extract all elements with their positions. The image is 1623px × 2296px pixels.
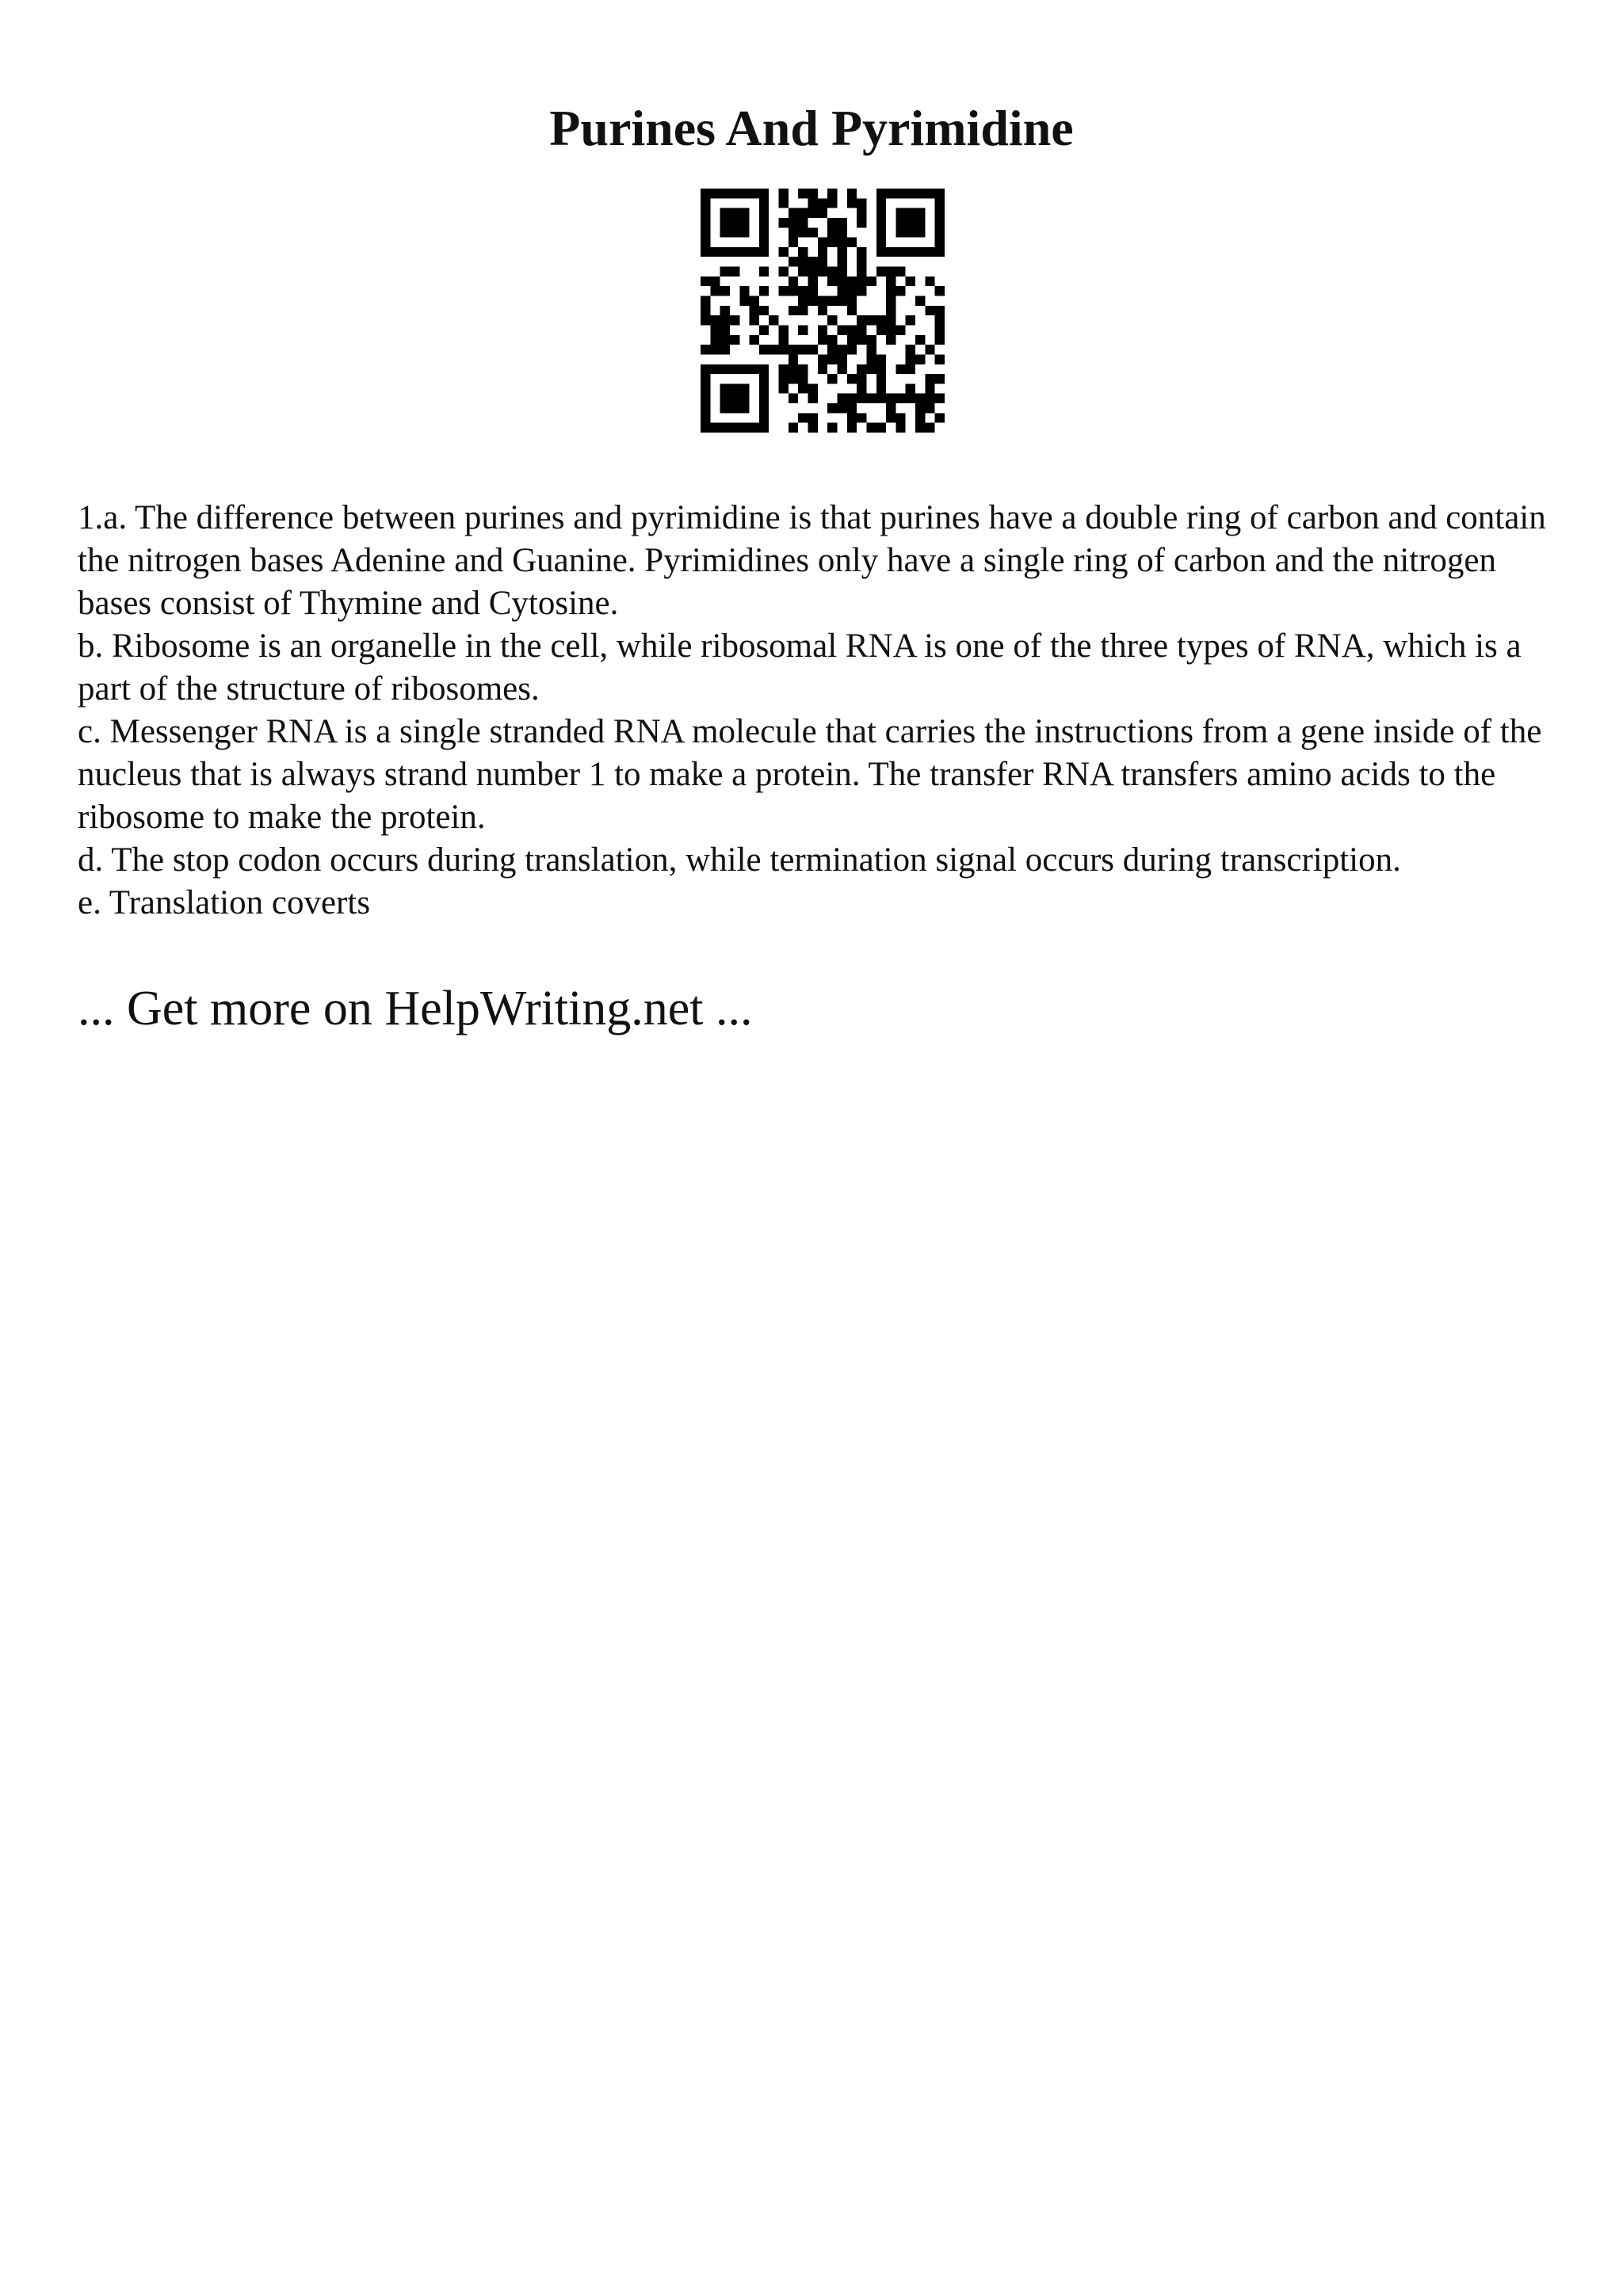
paragraph-e: e. Translation coverts bbox=[78, 884, 371, 921]
qr-code-icon bbox=[701, 189, 945, 433]
paragraph-b: b. Ribosome is an organelle in the cell, while ribosomal RNA is one of the three types of RNA, which is a part of the structure of ribosomes. bbox=[78, 627, 1522, 707]
paragraph-d: d. The stop codon occurs during translation, while termination signal occurs during transcription. bbox=[78, 841, 1401, 879]
paragraph-c: c. Messenger RNA is a single stranded RNA molecule that carries the instructions from a gene inside of the nucleus that is always strand number 1 to make a protein. The transfer RNA transfers amino acids to the ribosome to make the protein. bbox=[78, 713, 1542, 836]
paragraph-1a: 1.a. The difference between purines and pyrimidine is that purines have a double ring of carbon and contain the nitrogen bases Adenine and Guanine. Pyrimidines only have a single ring of carbon and the nitrogen bases consist of Thymine and Cytosine. bbox=[78, 499, 1546, 622]
get-more-link[interactable]: ... Get more on HelpWriting.net ... bbox=[78, 982, 753, 1035]
page-title: Purines And Pyrimidine bbox=[549, 100, 1074, 156]
document-body bbox=[78, 497, 1568, 925]
qr-code-graphic bbox=[701, 189, 945, 433]
